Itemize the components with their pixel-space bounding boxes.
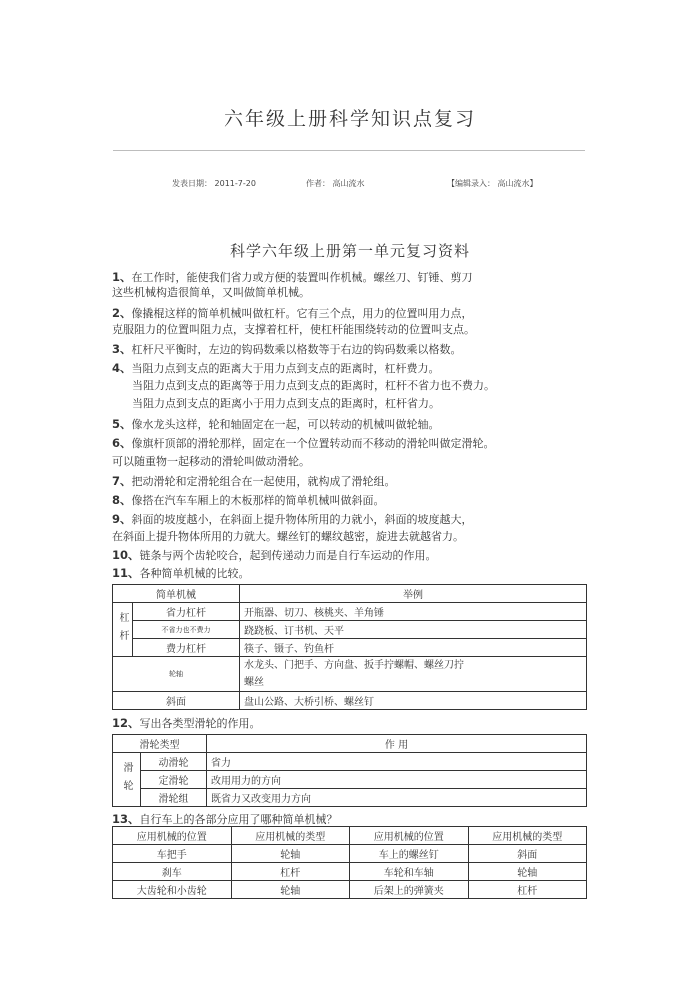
machine-example: 盘山公路、大桥引桥、螺丝钉 bbox=[240, 692, 587, 710]
item-1-cont: 这些机械构造很简单，又叫做简单机械。 bbox=[112, 286, 310, 299]
machine-name: 不省力也不费力 bbox=[133, 621, 240, 639]
item-number: 5、 bbox=[112, 417, 132, 431]
machine-type: 杠杆 bbox=[468, 881, 587, 899]
item-number: 4、 bbox=[112, 361, 132, 375]
item-4-line-3: 当阻力点到支点的距离小于用力点到支点的距离时，杠杆省力。 bbox=[132, 397, 440, 410]
table-row bbox=[113, 657, 587, 692]
example-line: 螺丝 bbox=[244, 677, 264, 688]
item-number: 10、 bbox=[112, 548, 140, 562]
item-text: 斜面的坡度越小，在斜面上提升物体所用的力就小，斜面的坡度越大， bbox=[131, 513, 473, 526]
item-6-cont: 可以随重物一起移动的滑轮叫做动滑轮。 bbox=[112, 455, 310, 468]
table-row bbox=[113, 863, 587, 881]
item-text: 各种简单机械的比较。 bbox=[139, 567, 250, 580]
part-position: 车把手 bbox=[113, 845, 232, 863]
example-line: 水龙头、门把手、方向盘、扳手拧螺帽、螺丝刀拧 bbox=[244, 660, 464, 671]
machine-type: 轮轴 bbox=[231, 881, 350, 899]
table-row bbox=[113, 603, 587, 621]
machine-example: 开瓶器、切刀、核桃夹、羊角锤 bbox=[240, 603, 587, 621]
pulley-name: 动滑轮 bbox=[141, 753, 207, 771]
item-8 bbox=[112, 493, 385, 508]
item-number: 12、 bbox=[112, 716, 140, 730]
pulley-effect: 改用用力的方向 bbox=[207, 771, 587, 789]
item-text: 当阻力点到支点的距离大于用力点到支点的距离时，杠杆费力。 bbox=[131, 362, 440, 375]
pulley-group-label: 滑轮 bbox=[113, 753, 141, 807]
publish-date: 发表日期： 2011-7-20 bbox=[172, 179, 256, 188]
item-9-cont: 在斜面上提升物体所用的力就大。螺丝钉的螺纹越密，旋进去就越省力。 bbox=[112, 530, 464, 543]
item-text: 像水龙头这样，轮和轴固定在一起，可以转动的机械叫做轮轴。 bbox=[131, 418, 440, 431]
item-12 bbox=[112, 716, 261, 731]
part-position: 车上的螺丝钉 bbox=[350, 845, 469, 863]
header-cell: 应用机械的类型 bbox=[231, 827, 350, 845]
pulley-effect: 省力 bbox=[207, 753, 587, 771]
item-text: 把动滑轮和定滑轮组合在一起使用，就构成了滑轮组。 bbox=[131, 475, 396, 488]
table-header-row bbox=[113, 827, 587, 845]
item-text: 像搭在汽车车厢上的木板那样的简单机械叫做斜面。 bbox=[131, 494, 385, 507]
machine-type: 杠杆 bbox=[231, 863, 350, 881]
item-2 bbox=[112, 306, 473, 321]
header-cell: 作 用 bbox=[207, 735, 587, 753]
machine-example bbox=[240, 657, 587, 692]
author: 作者： 高山流水 bbox=[306, 179, 365, 188]
item-text: 在工作时，能使我们省力或方便的装置叫作机械。螺丝刀、钉锤、剪刀 bbox=[131, 271, 473, 284]
title-divider bbox=[113, 150, 585, 151]
item-text: 自行车上的各部分应用了哪种简单机械？ bbox=[139, 813, 338, 826]
item-text: 像旗杆顶部的滑轮那样，固定在一个位置转动而不移动的滑轮叫做定滑轮。 bbox=[131, 437, 495, 450]
pulley-name: 滑轮组 bbox=[141, 789, 207, 807]
table-row bbox=[113, 692, 587, 710]
item-3 bbox=[112, 342, 462, 357]
pulley-effect: 既省力又改变用力方向 bbox=[207, 789, 587, 807]
item-9 bbox=[112, 512, 473, 527]
part-position: 大齿轮和小齿轮 bbox=[113, 881, 232, 899]
machines-comparison-table bbox=[112, 584, 587, 710]
header-cell: 应用机械的类型 bbox=[468, 827, 587, 845]
section-title: 科学六年级上册第一单元复习资料 bbox=[229, 242, 470, 260]
table-row bbox=[113, 845, 587, 863]
item-number: 8、 bbox=[112, 493, 132, 507]
machine-example: 跷跷板、订书机、天平 bbox=[240, 621, 587, 639]
item-11 bbox=[112, 566, 250, 581]
machine-type: 斜面 bbox=[468, 845, 587, 863]
item-7 bbox=[112, 474, 396, 489]
item-text: 杠杆尺平衡时，左边的钩码数乘以格数等于右边的钩码数乘以格数。 bbox=[131, 343, 462, 356]
table-row bbox=[113, 621, 587, 639]
header-cell: 应用机械的位置 bbox=[350, 827, 469, 845]
machine-name: 省力杠杆 bbox=[133, 603, 240, 621]
machine-name: 费力杠杆 bbox=[133, 639, 240, 657]
item-text: 像撬棍这样的简单机械叫做杠杆。它有三个点，用力的位置叫用力点， bbox=[131, 307, 473, 320]
table-row bbox=[113, 881, 587, 899]
table-row bbox=[113, 639, 587, 657]
item-number: 2、 bbox=[112, 306, 132, 320]
item-4 bbox=[112, 361, 440, 376]
item-number: 6、 bbox=[112, 436, 132, 450]
item-number: 7、 bbox=[112, 474, 132, 488]
item-10 bbox=[112, 548, 437, 563]
editor: 【编辑录入： 高山流水】 bbox=[447, 179, 538, 188]
table-row bbox=[113, 789, 587, 807]
header-cell: 应用机械的位置 bbox=[113, 827, 232, 845]
table-row bbox=[113, 753, 587, 771]
item-number: 13、 bbox=[112, 812, 140, 826]
table-row bbox=[113, 771, 587, 789]
pulley-name: 定滑轮 bbox=[141, 771, 207, 789]
part-position: 车轮和车轴 bbox=[350, 863, 469, 881]
machine-type: 轮轴 bbox=[468, 863, 587, 881]
machine-type: 轮轴 bbox=[231, 845, 350, 863]
item-number: 3、 bbox=[112, 342, 132, 356]
item-4-line-2: 当阻力点到支点的距离等于用力点到支点的距离时，杠杆不省力也不费力。 bbox=[132, 379, 495, 392]
page-title: 六年级上册科学知识点复习 bbox=[223, 108, 476, 130]
item-1 bbox=[112, 270, 473, 285]
item-6 bbox=[112, 436, 495, 451]
item-2-cont: 克服阻力的位置叫阻力点，支撑着杠杆，使杠杆能围绕转动的位置叫支点。 bbox=[112, 323, 475, 336]
machine-example: 筷子、镊子、钓鱼杆 bbox=[240, 639, 587, 657]
part-position: 刹车 bbox=[113, 863, 232, 881]
machine-name: 斜面 bbox=[113, 692, 240, 710]
item-number: 9、 bbox=[112, 512, 132, 526]
header-cell: 简单机械 bbox=[113, 585, 240, 603]
header-cell: 滑轮类型 bbox=[113, 735, 207, 753]
item-number: 11、 bbox=[112, 566, 140, 580]
part-position: 后架上的弹簧夹 bbox=[350, 881, 469, 899]
header-cell: 举例 bbox=[240, 585, 587, 603]
item-text: 链条与两个齿轮咬合，起到传递动力而是自行车运动的作用。 bbox=[139, 549, 437, 562]
table-header-row bbox=[113, 735, 587, 753]
table-header-row bbox=[113, 585, 587, 603]
bicycle-parts-table bbox=[112, 826, 587, 899]
pulley-table bbox=[112, 734, 587, 807]
lever-group-label: 杠杆 bbox=[113, 603, 133, 657]
machine-name: 轮轴 bbox=[113, 657, 240, 692]
item-number: 1、 bbox=[112, 270, 132, 284]
item-5 bbox=[112, 417, 440, 432]
item-13 bbox=[112, 812, 338, 827]
item-text: 写出各类型滑轮的作用。 bbox=[139, 717, 261, 730]
